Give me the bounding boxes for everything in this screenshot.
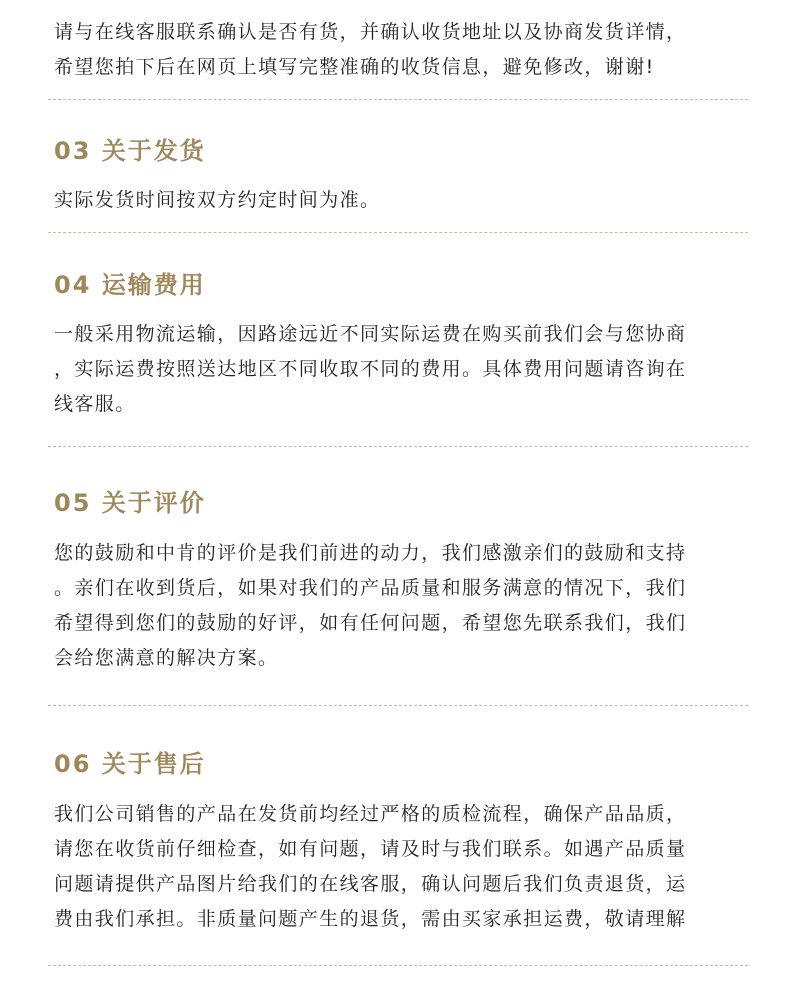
body-line: 一般采用物流运输，因路途远近不同实际运费在购买前我们会与您协商 [54, 323, 687, 345]
body-line: ，实际运费按照送达地区不同收取不同的费用。具体费用问题请咨询在 [54, 358, 687, 380]
section-divider [48, 446, 748, 447]
section-heading-freight: 04 运输费用 [54, 271, 206, 299]
section-body-freight [54, 317, 744, 422]
section-body-after-sales [54, 797, 744, 937]
section-heading-after-sales: 06 关于售后 [54, 750, 206, 778]
section-divider [48, 99, 748, 100]
body-line: 会给您满意的解决方案。 [54, 647, 279, 669]
body-line: 实际发货时间按双方约定时间为准。 [54, 189, 381, 211]
section-divider [48, 705, 748, 706]
intro-paragraph [54, 15, 744, 85]
intro-line: 希望您拍下后在网页上填写完整准确的收货信息，避免修改，谢谢! [54, 56, 655, 78]
body-line: 请您在收货前仔细检查，如有问题，请及时与我们联系。如遇产品质量 [54, 838, 687, 860]
section-divider [48, 965, 748, 966]
section-heading-shipping: 03 关于发货 [54, 137, 206, 165]
section-body-reviews [54, 536, 744, 676]
intro-line: 请与在线客服联系确认是否有货，并确认收货地址以及协商发货详情， [54, 21, 687, 43]
section-body-shipping [54, 183, 744, 218]
body-line: 希望得到您们的鼓励的好评，如有任何问题，希望您先联系我们，我们 [54, 612, 687, 634]
section-heading-reviews: 05 关于评价 [54, 489, 206, 517]
body-line: 问题请提供产品图片给我们的在线客服，确认问题后我们负责退货，运 [54, 873, 687, 895]
body-line: 您的鼓励和中肯的评价是我们前进的动力，我们感激亲们的鼓励和支持 [54, 542, 687, 564]
body-line: 线客服。 [54, 393, 136, 415]
body-line: 。亲们在收到货后，如果对我们的产品质量和服务满意的情况下，我们 [54, 577, 687, 599]
body-line: 我们公司销售的产品在发货前均经过严格的质检流程，确保产品品质， [54, 803, 687, 825]
body-line: 费由我们承担。非质量问题产生的退货，需由买家承担运费，敬请理解 [54, 908, 687, 930]
section-divider [48, 232, 748, 233]
